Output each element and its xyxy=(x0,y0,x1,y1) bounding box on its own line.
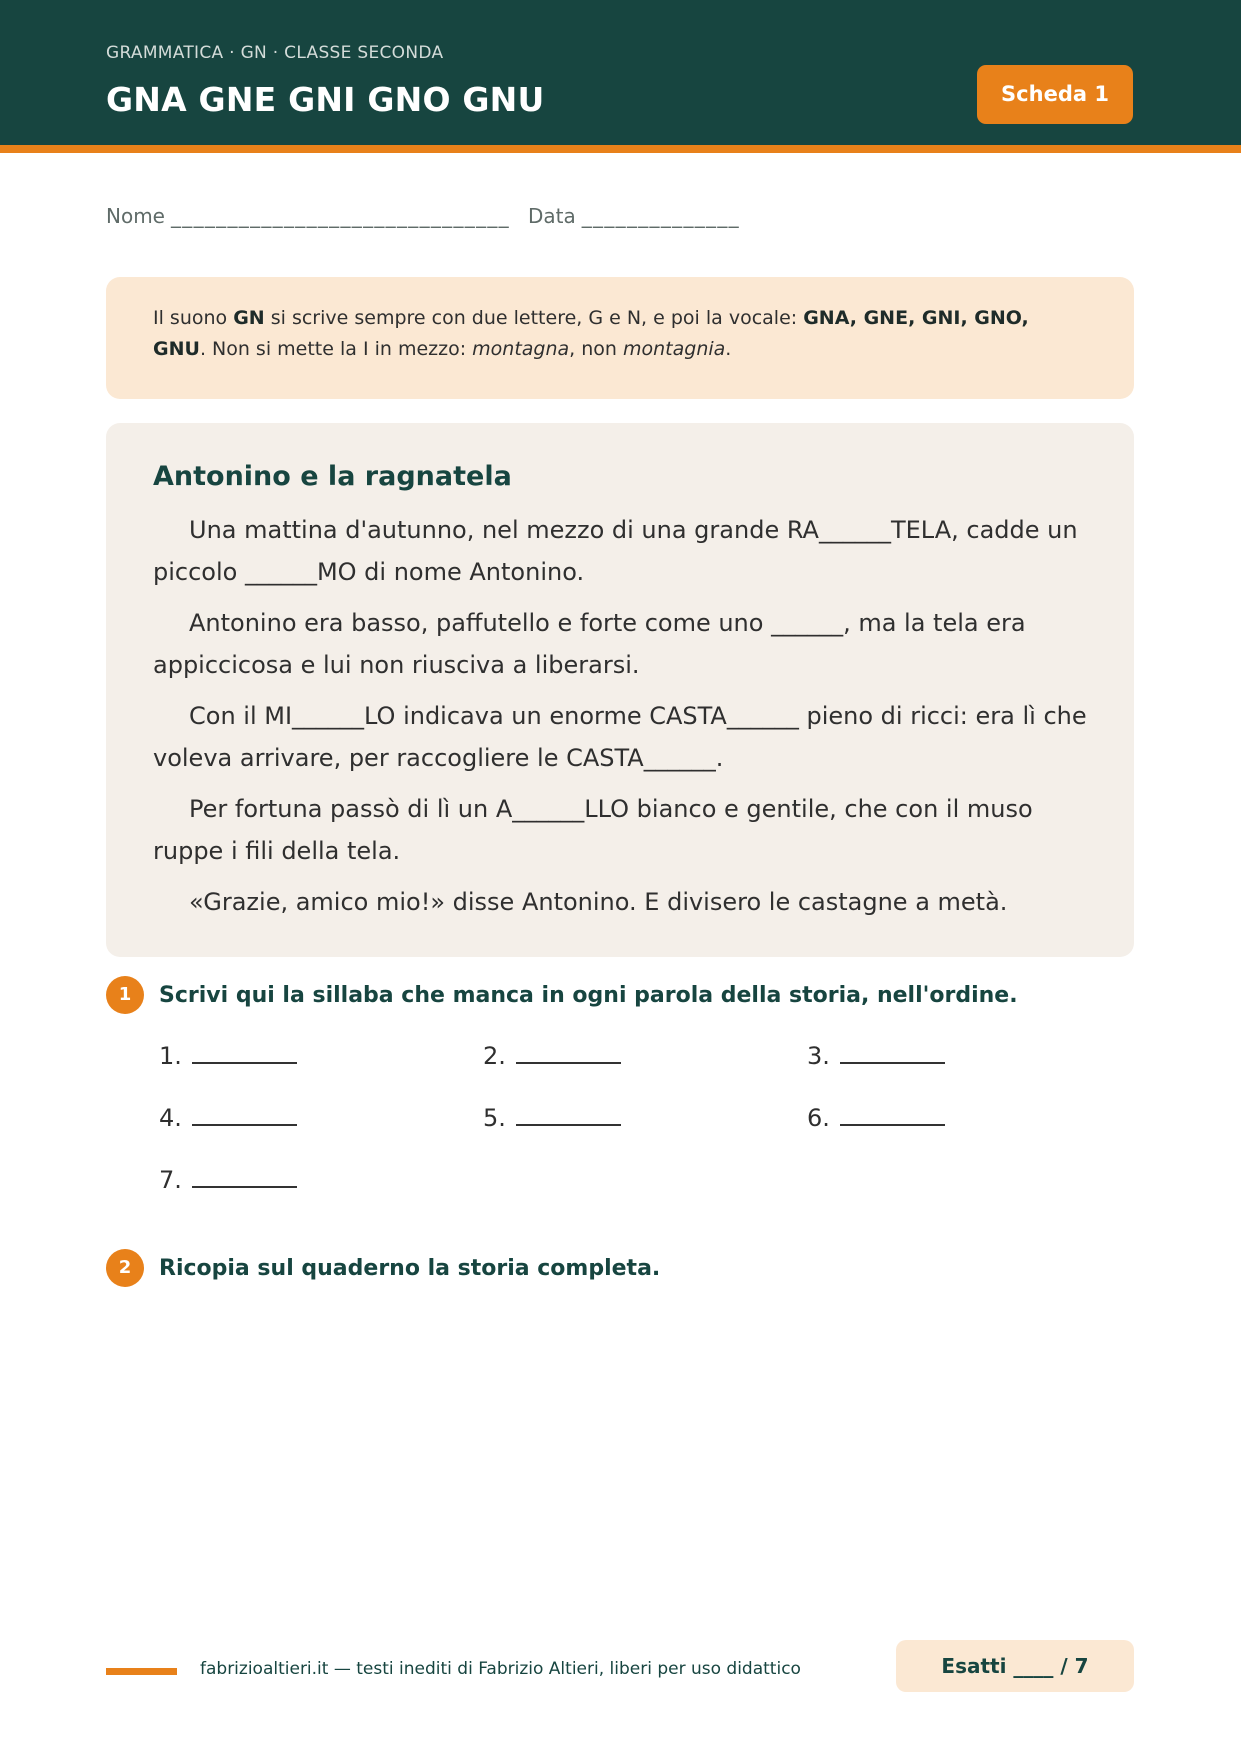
answer-number: 1. xyxy=(159,1042,182,1070)
story-paragraph: «Grazie, amico mio!» disse Antonino. E divisero le castagne a metà. xyxy=(189,888,1008,916)
page-header xyxy=(0,0,1241,153)
story-title: Antonino e la ragnatela xyxy=(153,461,512,492)
answer-line[interactable] xyxy=(840,1040,945,1064)
date-label: Data xyxy=(527,204,576,228)
rule-example: montagnia xyxy=(623,338,726,360)
answer-line[interactable] xyxy=(516,1040,621,1064)
exercise-instruction: Ricopia sul quaderno la storia completa. xyxy=(159,1256,661,1281)
rule-note xyxy=(106,277,1134,399)
student-info-row xyxy=(106,204,740,228)
name-label: Nome xyxy=(106,204,165,228)
score-box: Esatti ____ / 7 xyxy=(896,1640,1134,1692)
story-paragraph: Una mattina d'autunno, nel mezzo di una grande RA______TELA, cadde un piccolo ______MO di nome Antonino. xyxy=(153,516,1078,586)
answer-number: 2. xyxy=(483,1042,506,1070)
answer-line[interactable] xyxy=(516,1102,621,1126)
exercise-instruction: Scrivi qui la sillaba che manca in ogni parola della storia, nell'ordine. xyxy=(159,983,1018,1008)
rule-text: , non xyxy=(569,338,623,360)
page-title: GNA GNE GNI GNO GNU xyxy=(106,80,545,119)
date-field[interactable]: ______________ xyxy=(581,204,740,228)
answer-number: 3. xyxy=(807,1042,830,1070)
answer-slot[interactable] xyxy=(159,1040,297,1070)
answer-number: 4. xyxy=(159,1104,182,1132)
answer-number: 5. xyxy=(483,1104,506,1132)
rule-bold: GN xyxy=(233,307,265,329)
answer-number: 6. xyxy=(807,1104,830,1132)
rule-text: Il suono xyxy=(153,307,234,329)
answer-line[interactable] xyxy=(192,1040,297,1064)
exercise-number-badge: 2 xyxy=(106,1249,144,1287)
answer-slot[interactable] xyxy=(159,1102,297,1132)
story-paragraph: Con il MI______LO indicava un enorme CASTA______ pieno di ricci: era lì che voleva arrivare, per raccogliere le CASTA______. xyxy=(153,702,1087,772)
exercise-number-badge: 1 xyxy=(106,976,144,1014)
answer-number: 7. xyxy=(159,1166,182,1194)
answer-line[interactable] xyxy=(840,1102,945,1126)
answer-slot[interactable] xyxy=(807,1040,945,1070)
rule-text: . Non si mette la I in mezzo: xyxy=(199,338,473,360)
answer-slot[interactable] xyxy=(483,1102,621,1132)
answer-line[interactable] xyxy=(192,1102,297,1126)
story-paragraph: Per fortuna passò di lì un A______LLO bianco e gentile, che con il muso ruppe i fili della tela. xyxy=(153,795,1033,865)
answer-slot[interactable] xyxy=(483,1040,621,1070)
story-box xyxy=(106,423,1134,957)
footer-accent-bar xyxy=(106,1668,177,1675)
rule-text: . xyxy=(725,338,732,360)
answer-slot[interactable] xyxy=(159,1164,297,1194)
header-kicker: GRAMMATICA · GN · CLASSE SECONDA xyxy=(106,43,444,63)
rule-bold: GNA, GNE, GNI, GNO, GNU xyxy=(153,307,1029,360)
answer-slot[interactable] xyxy=(807,1102,945,1132)
worksheet-badge: Scheda 1 xyxy=(977,65,1133,124)
rule-example: montagna xyxy=(472,338,570,360)
footer-credit: fabrizioaltieri.it — testi inediti di Fabrizio Altieri, liberi per uso didattico xyxy=(200,1659,801,1679)
answer-line[interactable] xyxy=(192,1164,297,1188)
name-field[interactable]: ______________________________ xyxy=(170,204,510,228)
rule-text: si scrive sempre con due lettere, G e N, e poi la vocale: xyxy=(264,307,804,329)
story-paragraph: Antonino era basso, paffutello e forte come uno ______, ma la tela era appiccicosa e lui non riusciva a liberarsi. xyxy=(153,609,1026,679)
